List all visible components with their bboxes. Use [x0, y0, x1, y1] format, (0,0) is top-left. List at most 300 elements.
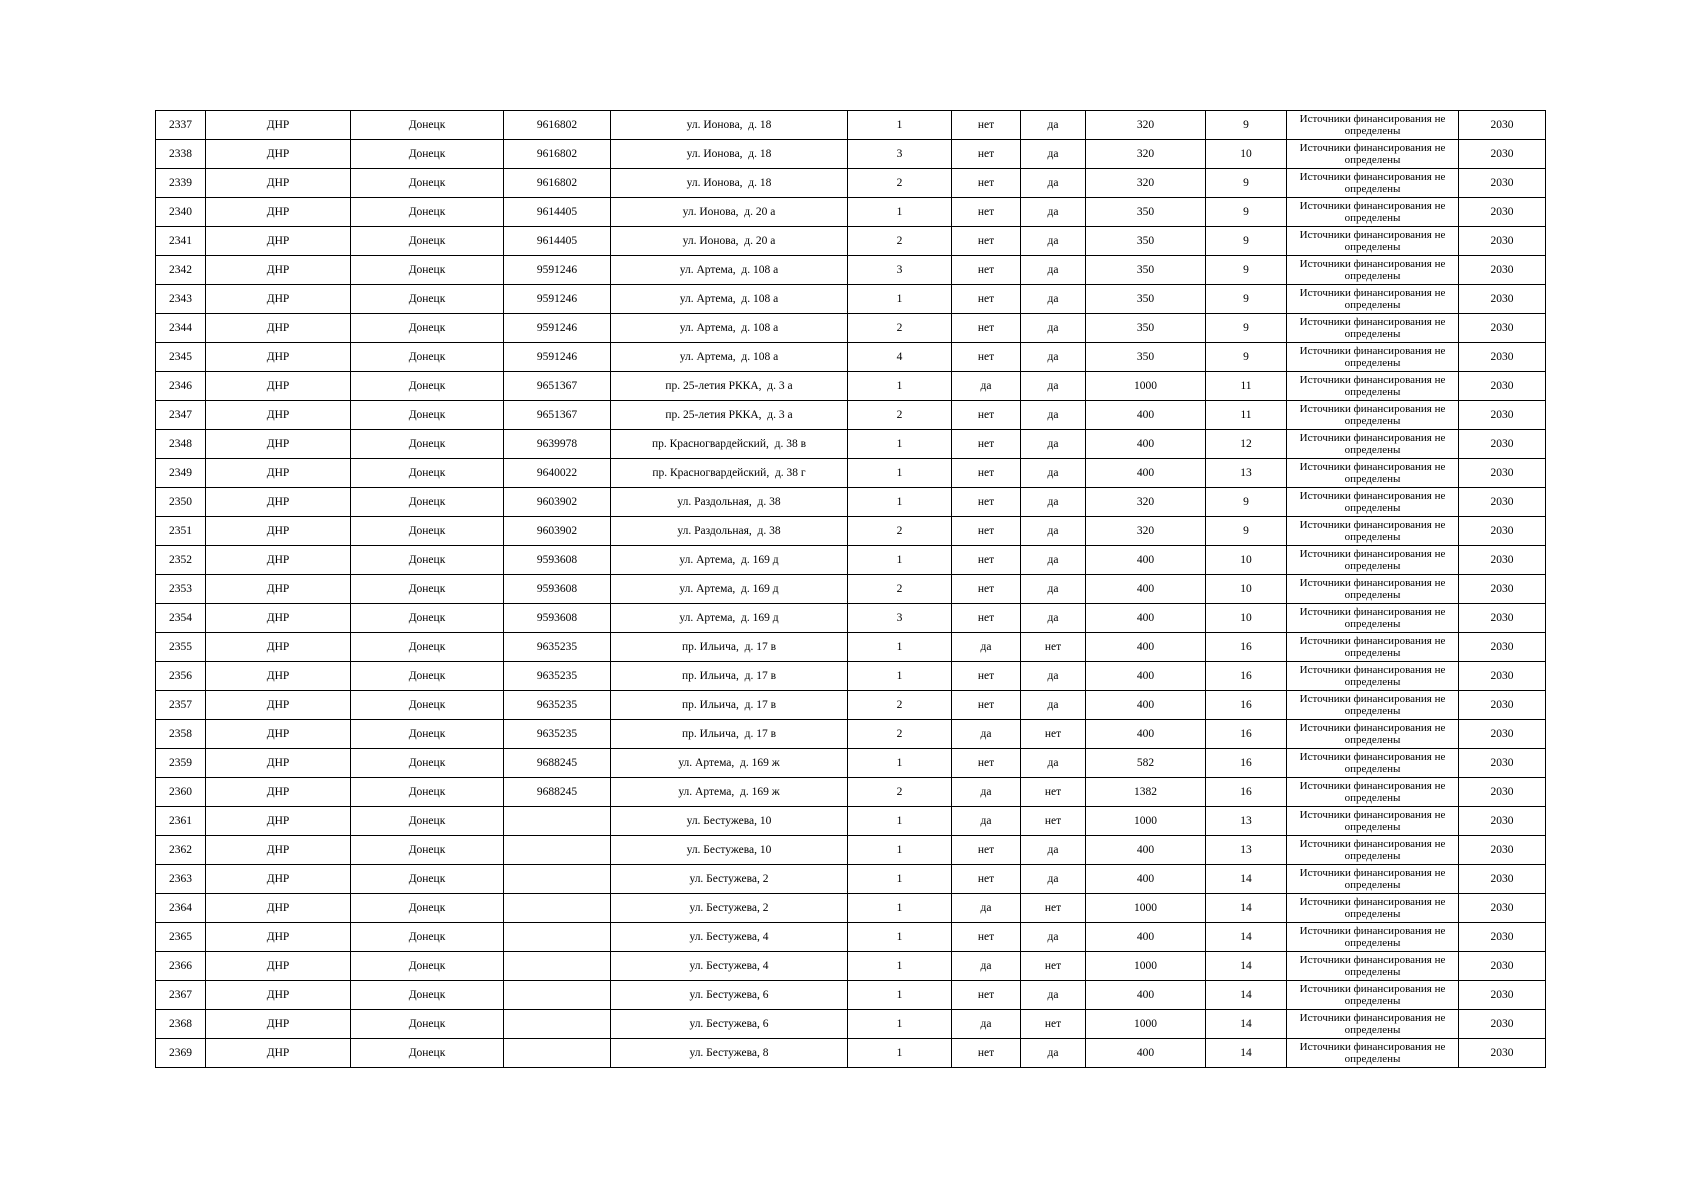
cell-funding: Источники финансирования не определены: [1287, 111, 1459, 140]
cell-year: 2030: [1459, 604, 1546, 633]
cell-address: пр. 25-летия РККА, д. 3 а: [611, 401, 848, 430]
cell-num: 2340: [156, 198, 206, 227]
cell-col7: да: [952, 952, 1021, 981]
cell-city: Донецк: [351, 894, 504, 923]
cell-floors: 10: [1206, 604, 1287, 633]
cell-funding: Источники финансирования не определены: [1287, 604, 1459, 633]
cell-num: 2348: [156, 430, 206, 459]
cell-floors: 9: [1206, 256, 1287, 285]
cell-floors: 9: [1206, 488, 1287, 517]
cell-region: ДНР: [206, 778, 351, 807]
cell-value: 400: [1086, 575, 1206, 604]
cell-city: Донецк: [351, 198, 504, 227]
cell-year: 2030: [1459, 111, 1546, 140]
cell-address: ул. Бестужева, 2: [611, 865, 848, 894]
cell-entrance: 2: [848, 720, 952, 749]
cell-address: ул. Бестужева, 8: [611, 1039, 848, 1068]
cell-address: ул. Артема, д. 108 а: [611, 256, 848, 285]
cell-region: ДНР: [206, 720, 351, 749]
table-row: [156, 111, 1546, 140]
cell-value: 350: [1086, 227, 1206, 256]
cell-value: 400: [1086, 836, 1206, 865]
cell-value: 1000: [1086, 952, 1206, 981]
cell-city: Донецк: [351, 981, 504, 1010]
cell-code: [504, 1010, 611, 1039]
cell-code: 9591246: [504, 256, 611, 285]
cell-entrance: 2: [848, 169, 952, 198]
cell-col7: нет: [952, 488, 1021, 517]
cell-code: 9651367: [504, 401, 611, 430]
cell-region: ДНР: [206, 227, 351, 256]
cell-num: 2360: [156, 778, 206, 807]
table-row: [156, 749, 1546, 778]
cell-num: 2337: [156, 111, 206, 140]
cell-code: 9688245: [504, 749, 611, 778]
cell-entrance: 1: [848, 1010, 952, 1039]
cell-city: Донецк: [351, 372, 504, 401]
cell-code: 9603902: [504, 488, 611, 517]
cell-address: ул. Бестужева, 2: [611, 894, 848, 923]
cell-col8: да: [1021, 662, 1086, 691]
cell-code: [504, 865, 611, 894]
cell-region: ДНР: [206, 1010, 351, 1039]
cell-entrance: 1: [848, 111, 952, 140]
cell-col8: нет: [1021, 807, 1086, 836]
cell-floors: 14: [1206, 952, 1287, 981]
cell-col8: да: [1021, 430, 1086, 459]
cell-address: ул. Бестужева, 4: [611, 952, 848, 981]
cell-entrance: 1: [848, 807, 952, 836]
cell-city: Донецк: [351, 633, 504, 662]
cell-year: 2030: [1459, 1039, 1546, 1068]
cell-city: Донецк: [351, 720, 504, 749]
cell-region: ДНР: [206, 952, 351, 981]
cell-col7: нет: [952, 198, 1021, 227]
cell-year: 2030: [1459, 923, 1546, 952]
cell-city: Донецк: [351, 662, 504, 691]
cell-col7: да: [952, 1010, 1021, 1039]
cell-col8: да: [1021, 981, 1086, 1010]
table-row: [156, 401, 1546, 430]
cell-code: 9593608: [504, 575, 611, 604]
cell-value: 400: [1086, 633, 1206, 662]
cell-col7: да: [952, 720, 1021, 749]
cell-code: 9635235: [504, 662, 611, 691]
cell-year: 2030: [1459, 169, 1546, 198]
cell-city: Донецк: [351, 1039, 504, 1068]
cell-col8: да: [1021, 140, 1086, 169]
cell-num: 2358: [156, 720, 206, 749]
cell-col7: нет: [952, 401, 1021, 430]
cell-value: 320: [1086, 111, 1206, 140]
table-row: [156, 865, 1546, 894]
cell-year: 2030: [1459, 633, 1546, 662]
cell-value: 320: [1086, 517, 1206, 546]
cell-col7: нет: [952, 140, 1021, 169]
cell-year: 2030: [1459, 140, 1546, 169]
cell-address: ул. Артема, д. 169 д: [611, 604, 848, 633]
cell-col7: нет: [952, 430, 1021, 459]
cell-funding: Источники финансирования не определены: [1287, 1039, 1459, 1068]
cell-region: ДНР: [206, 981, 351, 1010]
table-row: [156, 720, 1546, 749]
cell-city: Донецк: [351, 343, 504, 372]
cell-region: ДНР: [206, 459, 351, 488]
cell-entrance: 2: [848, 314, 952, 343]
cell-funding: Источники финансирования не определены: [1287, 488, 1459, 517]
cell-funding: Источники финансирования не определены: [1287, 285, 1459, 314]
cell-address: ул. Ионова, д. 18: [611, 169, 848, 198]
cell-num: 2364: [156, 894, 206, 923]
cell-num: 2369: [156, 1039, 206, 1068]
cell-city: Донецк: [351, 169, 504, 198]
cell-num: 2367: [156, 981, 206, 1010]
cell-city: Донецк: [351, 836, 504, 865]
cell-entrance: 2: [848, 401, 952, 430]
cell-col8: нет: [1021, 894, 1086, 923]
cell-year: 2030: [1459, 488, 1546, 517]
cell-code: 9640022: [504, 459, 611, 488]
cell-funding: Источники финансирования не определены: [1287, 1010, 1459, 1039]
cell-year: 2030: [1459, 517, 1546, 546]
cell-value: 400: [1086, 459, 1206, 488]
cell-address: ул. Артема, д. 169 д: [611, 575, 848, 604]
cell-funding: Источники финансирования не определены: [1287, 981, 1459, 1010]
cell-region: ДНР: [206, 372, 351, 401]
cell-floors: 16: [1206, 691, 1287, 720]
cell-value: 400: [1086, 923, 1206, 952]
cell-code: 9603902: [504, 517, 611, 546]
table-row: [156, 546, 1546, 575]
cell-region: ДНР: [206, 923, 351, 952]
cell-address: пр. Красногвардейский, д. 38 г: [611, 459, 848, 488]
cell-col8: да: [1021, 923, 1086, 952]
cell-address: ул. Ионова, д. 20 а: [611, 198, 848, 227]
cell-year: 2030: [1459, 575, 1546, 604]
cell-col7: нет: [952, 256, 1021, 285]
table-row: [156, 778, 1546, 807]
cell-city: Донецк: [351, 749, 504, 778]
cell-code: [504, 807, 611, 836]
cell-num: 2355: [156, 633, 206, 662]
cell-col8: да: [1021, 198, 1086, 227]
cell-address: пр. Ильича, д. 17 в: [611, 662, 848, 691]
cell-entrance: 3: [848, 604, 952, 633]
table-row: [156, 807, 1546, 836]
cell-entrance: 1: [848, 198, 952, 227]
cell-code: 9593608: [504, 604, 611, 633]
cell-code: 9639978: [504, 430, 611, 459]
cell-col7: да: [952, 778, 1021, 807]
cell-col7: нет: [952, 227, 1021, 256]
table-row: [156, 488, 1546, 517]
cell-col8: нет: [1021, 720, 1086, 749]
cell-floors: 9: [1206, 227, 1287, 256]
cell-col8: да: [1021, 1039, 1086, 1068]
cell-col8: да: [1021, 227, 1086, 256]
cell-code: 9635235: [504, 720, 611, 749]
cell-code: [504, 952, 611, 981]
cell-col7: нет: [952, 343, 1021, 372]
table-row: [156, 517, 1546, 546]
cell-city: Донецк: [351, 430, 504, 459]
cell-floors: 13: [1206, 807, 1287, 836]
cell-floors: 16: [1206, 662, 1287, 691]
table-row: [156, 894, 1546, 923]
cell-funding: Источники финансирования не определены: [1287, 343, 1459, 372]
cell-code: 9614405: [504, 227, 611, 256]
cell-year: 2030: [1459, 343, 1546, 372]
cell-year: 2030: [1459, 459, 1546, 488]
cell-value: 400: [1086, 604, 1206, 633]
cell-address: ул. Ионова, д. 20 а: [611, 227, 848, 256]
cell-address: ул. Бестужева, 4: [611, 923, 848, 952]
cell-value: 350: [1086, 285, 1206, 314]
cell-value: 320: [1086, 169, 1206, 198]
cell-region: ДНР: [206, 633, 351, 662]
cell-col8: нет: [1021, 778, 1086, 807]
cell-city: Донецк: [351, 227, 504, 256]
cell-col8: да: [1021, 343, 1086, 372]
cell-entrance: 1: [848, 546, 952, 575]
cell-floors: 14: [1206, 1010, 1287, 1039]
cell-city: Донецк: [351, 546, 504, 575]
cell-city: Донецк: [351, 923, 504, 952]
table-row: [156, 1010, 1546, 1039]
cell-address: ул. Ионова, д. 18: [611, 140, 848, 169]
cell-num: 2362: [156, 836, 206, 865]
cell-funding: Источники финансирования не определены: [1287, 575, 1459, 604]
cell-entrance: 1: [848, 865, 952, 894]
cell-entrance: 2: [848, 778, 952, 807]
table-row: [156, 604, 1546, 633]
cell-region: ДНР: [206, 604, 351, 633]
cell-entrance: 1: [848, 1039, 952, 1068]
cell-code: 9635235: [504, 633, 611, 662]
cell-num: 2339: [156, 169, 206, 198]
cell-code: 9616802: [504, 169, 611, 198]
cell-value: 1000: [1086, 1010, 1206, 1039]
cell-year: 2030: [1459, 227, 1546, 256]
cell-address: ул. Артема, д. 108 а: [611, 314, 848, 343]
cell-num: 2347: [156, 401, 206, 430]
cell-col8: нет: [1021, 1010, 1086, 1039]
cell-region: ДНР: [206, 662, 351, 691]
cell-code: [504, 923, 611, 952]
cell-year: 2030: [1459, 865, 1546, 894]
cell-num: 2344: [156, 314, 206, 343]
cell-funding: Источники финансирования не определены: [1287, 401, 1459, 430]
cell-col7: нет: [952, 546, 1021, 575]
cell-address: ул. Раздольная, д. 38: [611, 517, 848, 546]
cell-funding: Источники финансирования не определены: [1287, 140, 1459, 169]
cell-year: 2030: [1459, 401, 1546, 430]
cell-num: 2356: [156, 662, 206, 691]
cell-year: 2030: [1459, 778, 1546, 807]
table-row: [156, 662, 1546, 691]
cell-funding: Источники финансирования не определены: [1287, 894, 1459, 923]
cell-year: 2030: [1459, 894, 1546, 923]
table-row: [156, 981, 1546, 1010]
cell-code: 9614405: [504, 198, 611, 227]
cell-floors: 13: [1206, 459, 1287, 488]
cell-region: ДНР: [206, 314, 351, 343]
cell-num: 2368: [156, 1010, 206, 1039]
cell-value: 1000: [1086, 372, 1206, 401]
cell-col7: нет: [952, 836, 1021, 865]
cell-col8: нет: [1021, 952, 1086, 981]
cell-funding: Источники финансирования не определены: [1287, 923, 1459, 952]
cell-entrance: 1: [848, 662, 952, 691]
cell-col7: нет: [952, 923, 1021, 952]
cell-floors: 9: [1206, 517, 1287, 546]
cell-funding: Источники финансирования не определены: [1287, 778, 1459, 807]
table-row: [156, 952, 1546, 981]
cell-floors: 9: [1206, 314, 1287, 343]
cell-city: Донецк: [351, 459, 504, 488]
cell-address: ул. Артема, д. 169 ж: [611, 778, 848, 807]
cell-funding: Источники финансирования не определены: [1287, 633, 1459, 662]
cell-value: 582: [1086, 749, 1206, 778]
document-table: [155, 110, 1546, 1068]
table-row: [156, 633, 1546, 662]
cell-num: 2342: [156, 256, 206, 285]
cell-entrance: 3: [848, 140, 952, 169]
table-row: [156, 227, 1546, 256]
cell-city: Донецк: [351, 314, 504, 343]
cell-address: ул. Артема, д. 169 д: [611, 546, 848, 575]
cell-entrance: 2: [848, 575, 952, 604]
table-row: [156, 169, 1546, 198]
cell-num: 2363: [156, 865, 206, 894]
cell-code: [504, 981, 611, 1010]
cell-funding: Источники финансирования не определены: [1287, 430, 1459, 459]
cell-year: 2030: [1459, 981, 1546, 1010]
cell-year: 2030: [1459, 691, 1546, 720]
cell-address: ул. Бестужева, 6: [611, 981, 848, 1010]
cell-funding: Источники финансирования не определены: [1287, 459, 1459, 488]
cell-num: 2352: [156, 546, 206, 575]
cell-floors: 14: [1206, 894, 1287, 923]
cell-num: 2354: [156, 604, 206, 633]
cell-num: 2359: [156, 749, 206, 778]
cell-region: ДНР: [206, 401, 351, 430]
cell-region: ДНР: [206, 111, 351, 140]
cell-entrance: 1: [848, 952, 952, 981]
cell-floors: 14: [1206, 865, 1287, 894]
cell-region: ДНР: [206, 285, 351, 314]
cell-value: 400: [1086, 430, 1206, 459]
cell-num: 2366: [156, 952, 206, 981]
cell-address: пр. 25-летия РККА, д. 3 а: [611, 372, 848, 401]
cell-col8: да: [1021, 749, 1086, 778]
cell-city: Донецк: [351, 488, 504, 517]
cell-entrance: 1: [848, 894, 952, 923]
cell-num: 2338: [156, 140, 206, 169]
table-row: [156, 923, 1546, 952]
cell-value: 1382: [1086, 778, 1206, 807]
cell-city: Донецк: [351, 1010, 504, 1039]
cell-num: 2345: [156, 343, 206, 372]
cell-floors: 10: [1206, 546, 1287, 575]
cell-code: [504, 894, 611, 923]
table-row: [156, 575, 1546, 604]
cell-num: 2343: [156, 285, 206, 314]
cell-value: 400: [1086, 720, 1206, 749]
cell-region: ДНР: [206, 140, 351, 169]
cell-col7: нет: [952, 1039, 1021, 1068]
cell-col7: нет: [952, 604, 1021, 633]
cell-entrance: 4: [848, 343, 952, 372]
cell-entrance: 1: [848, 285, 952, 314]
cell-floors: 14: [1206, 923, 1287, 952]
table-row: [156, 198, 1546, 227]
cell-year: 2030: [1459, 836, 1546, 865]
cell-col7: нет: [952, 517, 1021, 546]
cell-floors: 16: [1206, 778, 1287, 807]
cell-region: ДНР: [206, 575, 351, 604]
cell-col7: нет: [952, 981, 1021, 1010]
cell-entrance: 1: [848, 749, 952, 778]
cell-floors: 9: [1206, 343, 1287, 372]
cell-code: 9591246: [504, 343, 611, 372]
cell-code: 9688245: [504, 778, 611, 807]
cell-funding: Источники финансирования не определены: [1287, 662, 1459, 691]
cell-value: 400: [1086, 662, 1206, 691]
cell-code: 9593608: [504, 546, 611, 575]
cell-entrance: 1: [848, 459, 952, 488]
table-row: [156, 836, 1546, 865]
cell-num: 2346: [156, 372, 206, 401]
cell-funding: Источники финансирования не определены: [1287, 198, 1459, 227]
table-row: [156, 459, 1546, 488]
cell-code: 9616802: [504, 111, 611, 140]
cell-value: 350: [1086, 198, 1206, 227]
cell-city: Донецк: [351, 517, 504, 546]
table-row: [156, 343, 1546, 372]
cell-col8: да: [1021, 314, 1086, 343]
cell-entrance: 1: [848, 430, 952, 459]
cell-col8: да: [1021, 517, 1086, 546]
cell-code: 9616802: [504, 140, 611, 169]
cell-value: 350: [1086, 343, 1206, 372]
cell-region: ДНР: [206, 430, 351, 459]
cell-entrance: 1: [848, 488, 952, 517]
table-row: [156, 256, 1546, 285]
cell-address: пр. Ильича, д. 17 в: [611, 691, 848, 720]
cell-value: 400: [1086, 1039, 1206, 1068]
table-row: [156, 1039, 1546, 1068]
cell-value: 400: [1086, 981, 1206, 1010]
cell-entrance: 2: [848, 691, 952, 720]
cell-funding: Источники финансирования не определены: [1287, 546, 1459, 575]
cell-floors: 16: [1206, 720, 1287, 749]
cell-col8: да: [1021, 401, 1086, 430]
cell-year: 2030: [1459, 256, 1546, 285]
cell-funding: Источники финансирования не определены: [1287, 227, 1459, 256]
cell-entrance: 2: [848, 517, 952, 546]
cell-floors: 9: [1206, 285, 1287, 314]
cell-code: 9651367: [504, 372, 611, 401]
cell-num: 2349: [156, 459, 206, 488]
cell-region: ДНР: [206, 1039, 351, 1068]
cell-city: Донецк: [351, 140, 504, 169]
cell-year: 2030: [1459, 372, 1546, 401]
table-row: [156, 314, 1546, 343]
cell-address: ул. Ионова, д. 18: [611, 111, 848, 140]
cell-col8: да: [1021, 488, 1086, 517]
cell-year: 2030: [1459, 749, 1546, 778]
